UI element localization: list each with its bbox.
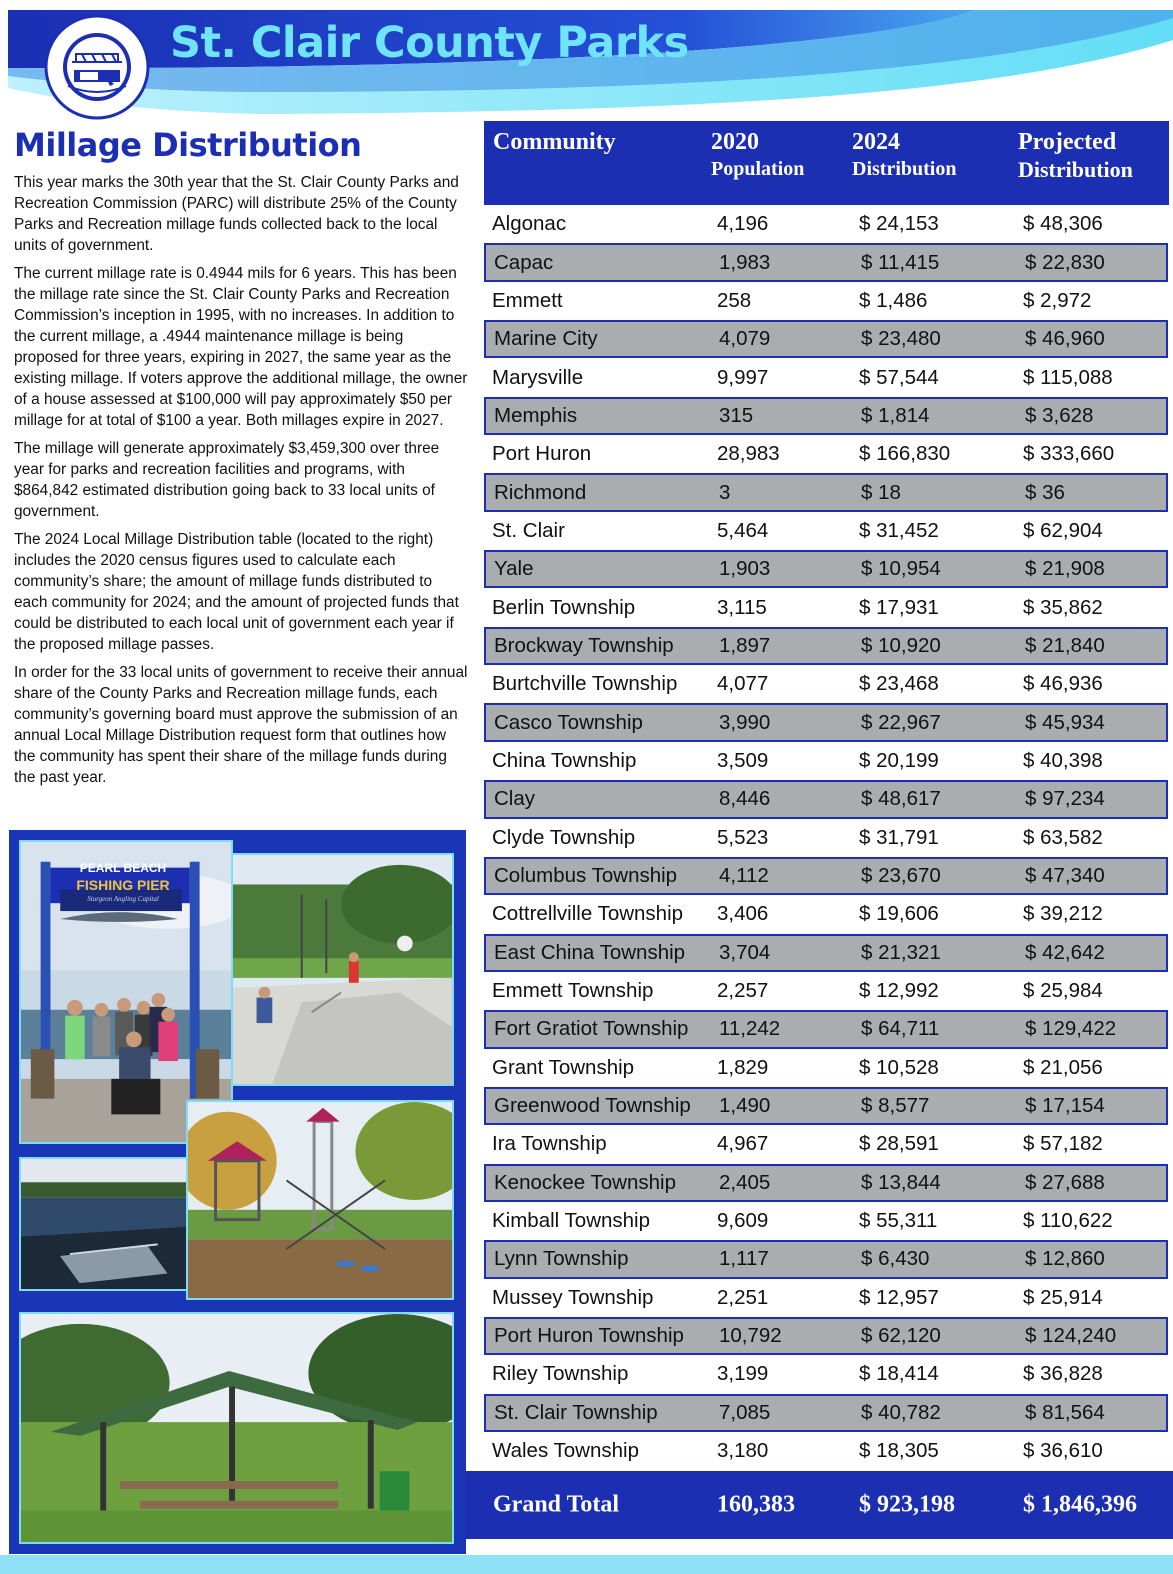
distribution-cell: $ 12,957 xyxy=(859,1285,939,1309)
header-distribution: 2024 Distribution xyxy=(852,129,957,180)
community-cell: Emmett xyxy=(492,288,563,312)
population-cell: 1,903 xyxy=(719,557,771,581)
population-cell: 3,180 xyxy=(717,1439,769,1463)
table-row xyxy=(484,1279,1168,1317)
table-row xyxy=(484,205,1168,243)
distribution-cell: $ 12,992 xyxy=(859,979,939,1003)
population-cell: 11,242 xyxy=(719,1017,781,1041)
distribution-cell: $ 8,577 xyxy=(861,1094,930,1118)
distribution-cell: $ 57,544 xyxy=(859,365,939,389)
projected-cell: $ 36,610 xyxy=(1023,1439,1103,1463)
pier-sign-line1: PEARL BEACH xyxy=(79,861,167,875)
distribution-cell: $ 18,305 xyxy=(859,1439,939,1463)
projected-cell: $ 3,628 xyxy=(1025,403,1094,427)
projected-cell: $ 21,056 xyxy=(1023,1055,1103,1079)
projected-cell: $ 17,154 xyxy=(1025,1094,1105,1118)
distribution-cell: $ 28,591 xyxy=(859,1132,939,1156)
fishing-pier-photo xyxy=(19,840,233,1144)
table-row xyxy=(484,857,1168,895)
distribution-cell: $ 11,415 xyxy=(861,250,940,274)
projected-cell: $ 35,862 xyxy=(1023,595,1103,619)
table-row xyxy=(484,1355,1168,1393)
population-cell: 4,967 xyxy=(717,1132,769,1156)
population-cell: 1,829 xyxy=(717,1055,769,1079)
distribution-cell: $ 48,617 xyxy=(861,787,941,811)
distribution-cell: $ 13,844 xyxy=(861,1170,941,1194)
community-cell: Marysville xyxy=(492,365,584,389)
table-row xyxy=(484,358,1168,396)
community-cell: Burtchville Township xyxy=(492,672,678,696)
table-row xyxy=(484,934,1168,972)
community-cell: China Township xyxy=(492,748,637,772)
community-cell: Marine City xyxy=(494,327,598,351)
distribution-cell: $ 10,954 xyxy=(861,557,941,581)
distribution-cell: $ 1,814 xyxy=(861,403,930,427)
table-row xyxy=(484,1317,1168,1355)
community-cell: St. Clair Township xyxy=(494,1400,658,1424)
projected-cell: $ 21,840 xyxy=(1025,633,1105,657)
population-cell: 258 xyxy=(717,288,752,312)
population-cell: 3,704 xyxy=(719,940,771,964)
population-cell: 3,115 xyxy=(717,595,767,619)
projected-cell: $ 81,564 xyxy=(1025,1400,1105,1424)
projected-cell: $ 124,240 xyxy=(1025,1324,1117,1348)
projected-cell: $ 62,904 xyxy=(1023,518,1103,542)
community-cell: Richmond xyxy=(494,480,587,504)
distribution-cell: $ 20,199 xyxy=(859,748,939,772)
community-cell: Riley Township xyxy=(492,1362,629,1386)
header-projected: Projected Distribution xyxy=(1018,129,1133,182)
projected-cell: $ 45,934 xyxy=(1025,710,1105,734)
population-cell: 10,792 xyxy=(719,1324,782,1348)
population-cell: 5,464 xyxy=(717,518,769,542)
projected-cell: $ 47,340 xyxy=(1025,864,1105,888)
projected-cell: $ 36,828 xyxy=(1023,1362,1103,1386)
paragraph: This year marks the 30th year that the St. Clair County Parks and Recreation Commission (PARC) will distribute 25% of the County Parks and Recreation millage funds collected back to the local units of government. xyxy=(14,174,459,254)
projected-cell: $ 25,914 xyxy=(1023,1285,1103,1309)
population-cell: 2,251 xyxy=(717,1285,769,1309)
distribution-cell: $ 21,321 xyxy=(861,940,941,964)
grand-total-distribution: $ 923,198 xyxy=(859,1491,955,1518)
distribution-cell: $ 23,480 xyxy=(861,327,941,351)
table-row xyxy=(484,512,1168,550)
community-cell: St. Clair xyxy=(492,518,565,542)
community-cell: Mussey Township xyxy=(492,1285,654,1309)
community-cell: Yale xyxy=(494,557,534,581)
playground-photo xyxy=(186,1100,454,1300)
distribution-cell: $ 62,120 xyxy=(861,1324,941,1348)
kayak-launch-photo xyxy=(19,1157,188,1291)
grand-total-label: Grand Total xyxy=(493,1491,620,1518)
distribution-cell: $ 17,931 xyxy=(859,595,939,619)
paragraph: In order for the 33 local units of government to receive their annual share of the County Parks and Recreation millage funds, each community’s governing board must approve the submission of an annual Local Millage Distribution request form that outlines how the community has spent their share of the millage funds during the past year. xyxy=(14,664,468,786)
table-row xyxy=(484,895,1168,933)
table-row xyxy=(484,1087,1168,1125)
table-row xyxy=(484,1125,1168,1163)
population-cell: 3,199 xyxy=(717,1362,769,1386)
population-cell: 1,117 xyxy=(719,1247,769,1271)
table-row xyxy=(484,1049,1168,1087)
population-cell: 2,257 xyxy=(717,979,769,1003)
population-cell: 4,112 xyxy=(719,864,769,888)
distribution-cell: $ 31,791 xyxy=(859,825,939,849)
distribution-cell: $ 24,153 xyxy=(859,212,939,236)
table-row xyxy=(484,320,1168,358)
table-row xyxy=(484,397,1168,435)
projected-cell: $ 12,860 xyxy=(1025,1247,1105,1271)
millage-distribution-table xyxy=(484,121,1169,1470)
projected-cell: $ 97,234 xyxy=(1025,787,1105,811)
table-row xyxy=(484,473,1168,511)
distribution-cell: $ 40,782 xyxy=(861,1400,941,1424)
grand-total-projected: $ 1,846,396 xyxy=(1023,1491,1137,1518)
population-cell: 3,406 xyxy=(717,902,769,926)
community-cell: Grant Township xyxy=(492,1055,635,1079)
community-cell: Fort Gratiot Township xyxy=(494,1017,689,1041)
projected-cell: $ 129,422 xyxy=(1025,1017,1117,1041)
population-cell: 4,077 xyxy=(717,672,769,696)
community-cell: Lynn Township xyxy=(494,1247,629,1271)
pier-sign-tagline: Sturgeon Angling Capital xyxy=(87,895,159,903)
population-cell: 28,983 xyxy=(717,442,780,466)
distribution-cell: $ 166,830 xyxy=(859,442,951,466)
population-cell: 8,446 xyxy=(719,787,771,811)
table-row xyxy=(484,1432,1168,1470)
table-row xyxy=(484,703,1168,741)
community-cell: Ira Township xyxy=(492,1132,607,1156)
community-cell: Port Huron xyxy=(492,442,592,466)
distribution-cell: $ 64,711 xyxy=(861,1017,940,1041)
community-cell: Kenockee Township xyxy=(494,1170,676,1194)
population-cell: 1,490 xyxy=(719,1094,771,1118)
community-cell: Cottrellville Township xyxy=(492,902,684,926)
table-row xyxy=(484,1202,1168,1240)
table-row xyxy=(484,665,1168,703)
population-cell: 4,196 xyxy=(717,212,769,236)
distribution-cell: $ 23,468 xyxy=(859,672,939,696)
table-header xyxy=(484,121,1169,205)
section-heading: Millage Distribution xyxy=(14,126,362,164)
skate-park-photo xyxy=(231,853,454,1086)
table-row xyxy=(484,742,1168,780)
table-row xyxy=(484,1240,1168,1278)
projected-cell: $ 110,622 xyxy=(1023,1209,1113,1233)
distribution-cell: $ 6,430 xyxy=(861,1247,930,1271)
population-cell: 315 xyxy=(719,403,754,427)
table-row xyxy=(484,1394,1168,1432)
distribution-cell: $ 18 xyxy=(861,480,901,504)
table-row xyxy=(484,435,1168,473)
projected-cell: $ 27,688 xyxy=(1025,1170,1105,1194)
projected-cell: $ 63,582 xyxy=(1023,825,1103,849)
table-row xyxy=(484,819,1168,857)
projected-cell: $ 40,398 xyxy=(1023,748,1103,772)
paragraph: The millage will generate approximately $3,459,300 over three year for parks and recreation facilities and programs, with $864,842 estimated distribution going back to 33 local units of government. xyxy=(14,440,440,520)
population-cell: 3,509 xyxy=(717,748,769,772)
distribution-cell: $ 22,967 xyxy=(861,710,941,734)
pavilion-photo xyxy=(19,1312,454,1544)
community-cell: Columbus Township xyxy=(494,864,678,888)
population-cell: 4,079 xyxy=(719,327,771,351)
community-cell: Clay xyxy=(494,787,536,811)
header-banner xyxy=(0,0,1173,122)
grand-total-population: 160,383 xyxy=(717,1491,795,1518)
projected-cell: $ 25,984 xyxy=(1023,979,1103,1003)
population-cell: 2,405 xyxy=(719,1170,771,1194)
distribution-cell: $ 10,528 xyxy=(859,1055,939,1079)
population-cell: 9,997 xyxy=(717,365,769,389)
population-cell: 3,990 xyxy=(719,710,771,734)
projected-cell: $ 46,960 xyxy=(1025,327,1105,351)
projected-cell: $ 115,088 xyxy=(1023,365,1113,389)
pier-sign-line2: FISHING PIER xyxy=(76,877,170,893)
community-cell: Wales Township xyxy=(492,1439,639,1463)
table-row xyxy=(484,243,1168,281)
table-row xyxy=(484,1164,1168,1202)
projected-cell: $ 22,830 xyxy=(1025,250,1105,274)
community-cell: Casco Township xyxy=(494,710,643,734)
table-row xyxy=(484,282,1168,320)
community-cell: Greenwood Township xyxy=(494,1094,691,1118)
community-cell: Algonac xyxy=(492,212,567,236)
population-cell: 3 xyxy=(719,480,731,504)
community-cell: Kimball Township xyxy=(492,1209,651,1233)
paragraph: The 2024 Local Millage Distribution table (located to the right) includes the 2020 census figures used to calculate each community’s share; the amount of millage funds distributed to each community for 2024; and the amount of projected funds that could be distributed to each local unit of government each year if the proposed millage passes. xyxy=(14,531,459,653)
article-body xyxy=(14,172,469,795)
projected-cell: $ 2,972 xyxy=(1023,288,1092,312)
distribution-cell: $ 19,606 xyxy=(859,902,939,926)
distribution-cell: $ 18,414 xyxy=(859,1362,939,1386)
distribution-cell: $ 1,486 xyxy=(859,288,928,312)
distribution-cell: $ 55,311 xyxy=(859,1209,938,1233)
projected-cell: $ 333,660 xyxy=(1023,442,1115,466)
header-community: Community xyxy=(493,129,616,155)
community-cell: Brockway Township xyxy=(494,633,674,657)
table-row xyxy=(484,1010,1168,1048)
site-title: St. Clair County Parks xyxy=(170,18,689,68)
community-cell: Memphis xyxy=(494,403,578,427)
community-cell: Capac xyxy=(494,250,554,274)
grand-total-row xyxy=(466,1471,1173,1539)
paragraph: The current millage rate is 0.4944 mils for 6 years. This has been the millage rate since the St. Clair County Parks and Recreation Commission’s inception in 1995, with no increases. In addition to the current millage, a .4944 maintenance millage is being proposed for three years, expiring in 2027, the same year as the existing millage. If voters approve the additional millage, the owner of a house assessed at $100,000 will pay approximately $50 per millage for at total of $100 a year. Both millages expire in 2027. xyxy=(14,265,468,429)
footer-bar xyxy=(0,1555,1173,1574)
population-cell: 7,085 xyxy=(719,1400,771,1424)
table-row xyxy=(484,550,1168,588)
table-row xyxy=(484,780,1168,818)
projected-cell: $ 57,182 xyxy=(1023,1132,1103,1156)
table-row xyxy=(484,588,1168,626)
community-cell: Clyde Township xyxy=(492,825,636,849)
community-cell: Emmett Township xyxy=(492,979,654,1003)
population-cell: 5,523 xyxy=(717,825,769,849)
projected-cell: $ 39,212 xyxy=(1023,902,1103,926)
community-cell: Port Huron Township xyxy=(494,1324,684,1348)
table-row xyxy=(484,627,1168,665)
population-cell: 9,609 xyxy=(717,1209,769,1233)
projected-cell: $ 48,306 xyxy=(1023,212,1103,236)
distribution-cell: $ 10,920 xyxy=(861,633,941,657)
projected-cell: $ 36 xyxy=(1025,480,1065,504)
table-body xyxy=(484,205,1169,1470)
county-seal-logo xyxy=(44,14,150,120)
distribution-cell: $ 31,452 xyxy=(859,518,939,542)
photo-collage xyxy=(9,830,466,1554)
projected-cell: $ 46,936 xyxy=(1023,672,1103,696)
projected-cell: $ 42,642 xyxy=(1025,940,1105,964)
population-cell: 1,983 xyxy=(719,250,771,274)
distribution-cell: $ 23,670 xyxy=(861,864,941,888)
community-cell: East China Township xyxy=(494,940,686,964)
community-cell: Berlin Township xyxy=(492,595,636,619)
header-population: 2020 Population xyxy=(711,129,805,180)
population-cell: 1,897 xyxy=(719,633,771,657)
projected-cell: $ 21,908 xyxy=(1025,557,1105,581)
table-row xyxy=(484,972,1168,1010)
